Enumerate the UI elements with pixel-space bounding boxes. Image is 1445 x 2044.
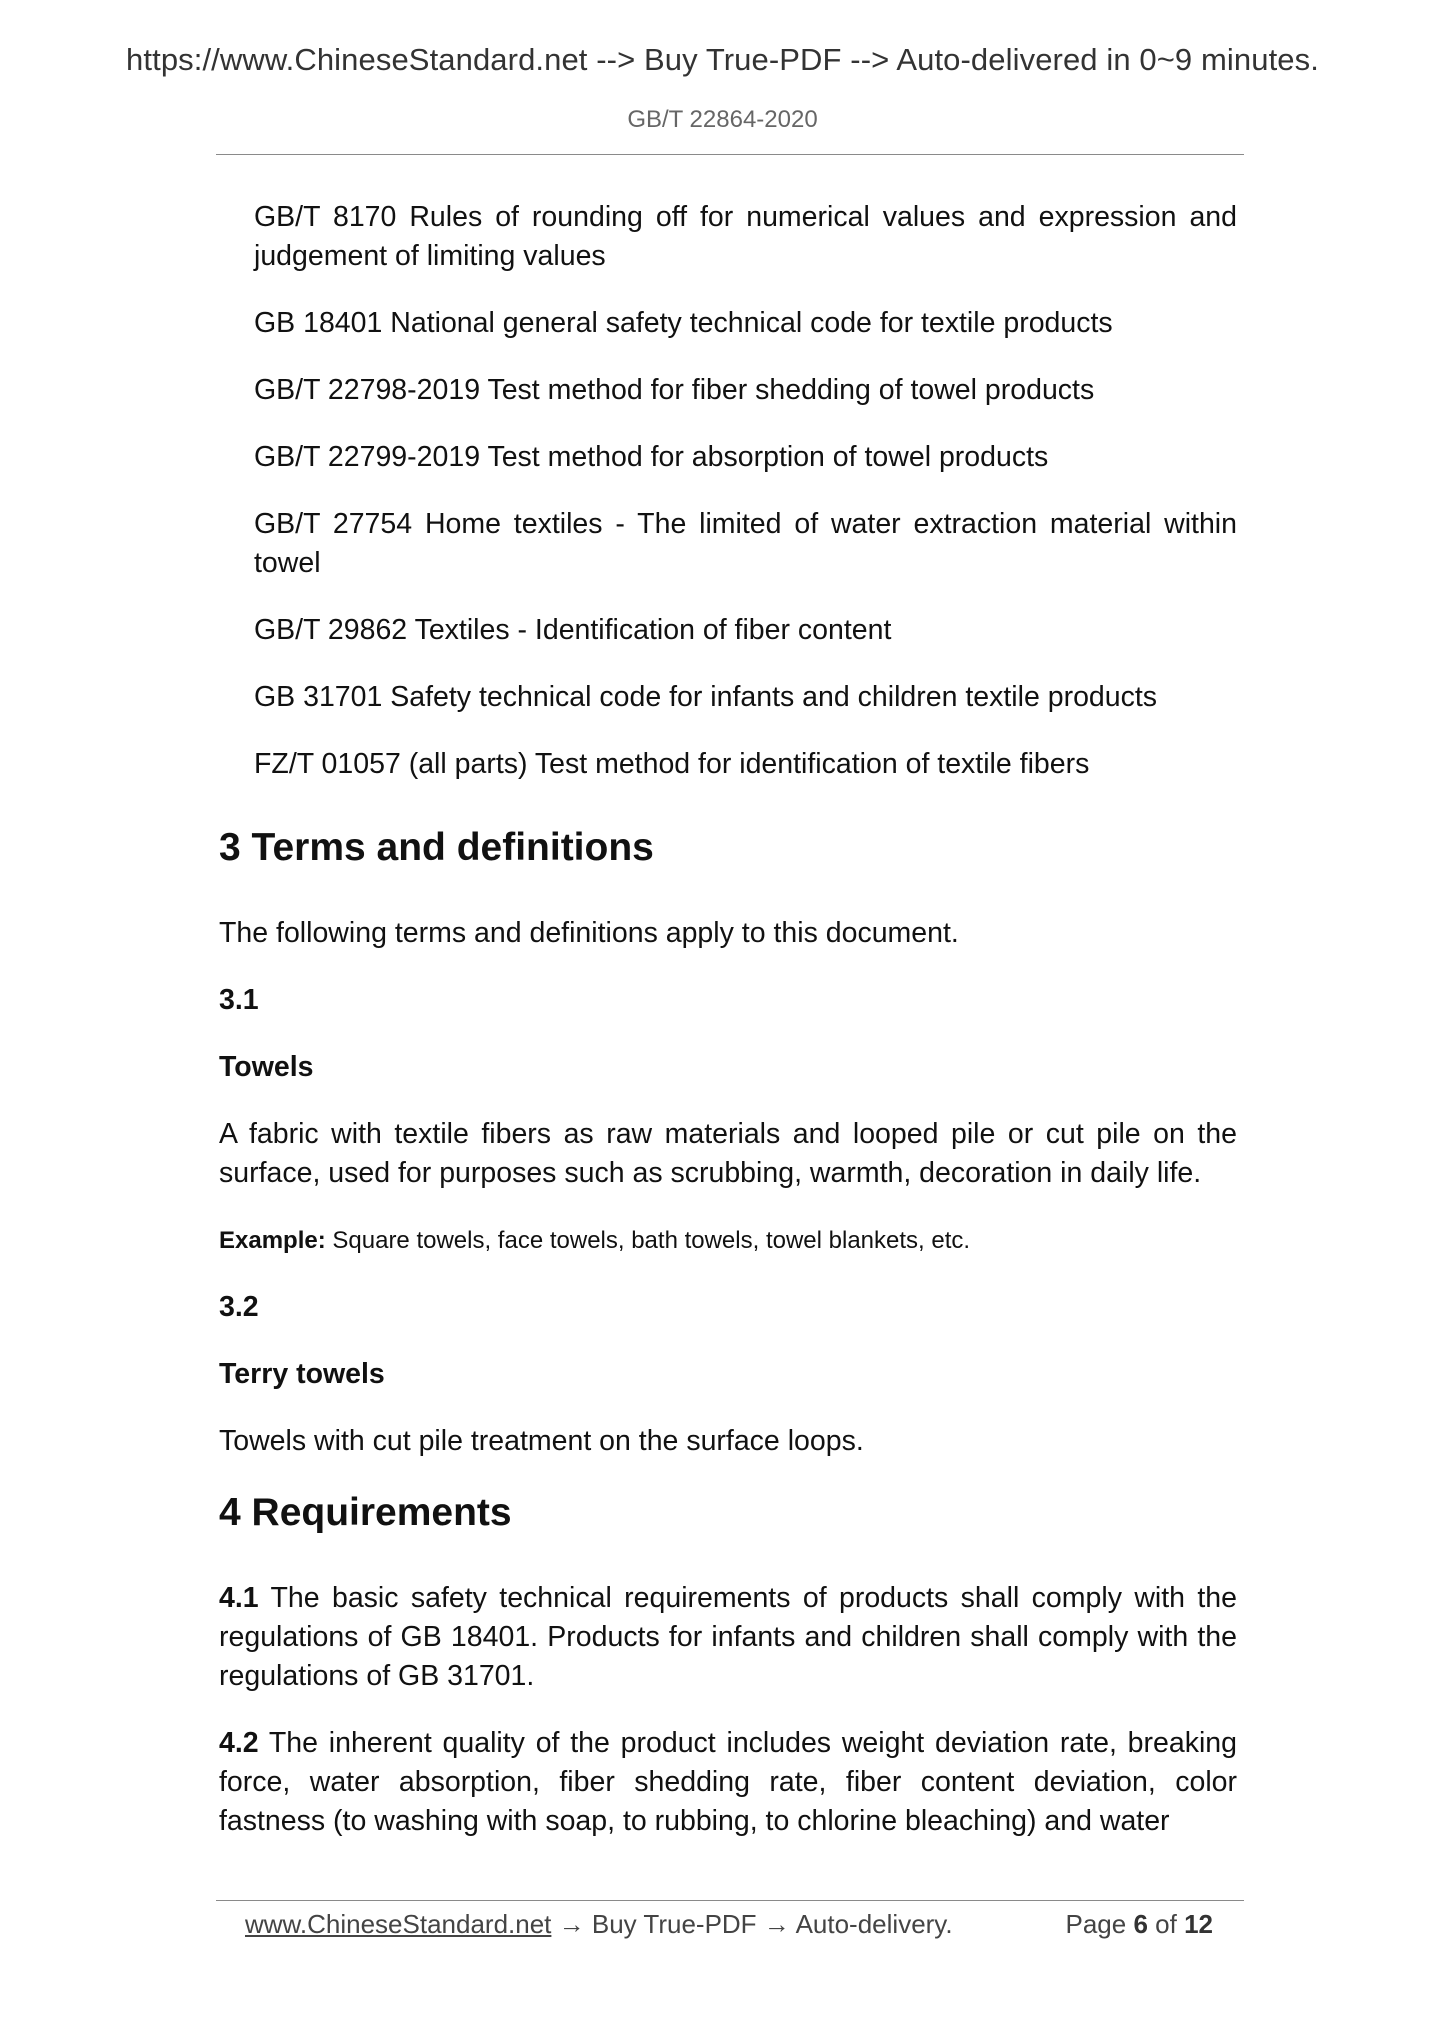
- term-3-1-title: Towels: [219, 1051, 314, 1083]
- term-3-2-definition: Towels with cut pile treatment on the surface loops.: [219, 1425, 864, 1457]
- clause-4-2-text: The inherent quality of the product includes weight deviation rate, breaking force, water absorption, fiber shedding rate, fiber content deviation, color fastness (to washing with soap, to rubbing, to chlorine bleaching) and water: [219, 1727, 1237, 1837]
- reference-item: GB 31701 Safety technical code for infants and children textile products: [254, 681, 1158, 713]
- reference-item: GB/T 27754 Home textiles - The limited of water extraction material within towel: [254, 508, 1237, 579]
- example-text: Square towels, face towels, bath towels, towel blankets, etc.: [325, 1227, 971, 1254]
- footer-link[interactable]: www.ChineseStandard.net: [245, 1909, 552, 1939]
- reference-item: GB/T 8170 Rules of rounding off for numerical values and expression and judgement of limiting values: [254, 201, 1237, 272]
- page-indicator: [1065, 1904, 1213, 1944]
- top-banner[interactable]: https://www.ChineseStandard.net --> Buy True-PDF --> Auto-delivered in 0~9 minutes.: [126, 42, 1319, 77]
- reference-item: GB 18401 National general safety technical code for textile products: [254, 307, 1113, 339]
- document-body: [219, 198, 1237, 1869]
- standard-code-header: GB/T 22864-2020: [627, 106, 818, 133]
- section-3-intro: The following terms and definitions apply to this document.: [219, 917, 959, 949]
- reference-item: GB/T 29862 Textiles - Identification of fiber content: [254, 614, 892, 646]
- reference-item: GB/T 22799-2019 Test method for absorption of towel products: [254, 441, 1049, 473]
- reference-item: GB/T 22798-2019 Test method for fiber shedding of towel products: [254, 374, 1095, 406]
- page-footer: [245, 1904, 1225, 1944]
- normative-references-list: [219, 198, 1237, 784]
- clause-4-1-number: 4.1: [219, 1582, 259, 1614]
- page-total: 12: [1184, 1909, 1213, 1939]
- section-3-heading: 3 Terms and definitions: [219, 826, 654, 869]
- term-3-2-number: 3.2: [219, 1291, 259, 1323]
- page-of: of: [1155, 1909, 1177, 1939]
- term-3-1-number: 3.1: [219, 984, 259, 1016]
- reference-item: FZ/T 01057 (all parts) Test method for identification of textile fibers: [254, 748, 1090, 780]
- term-3-1-definition: A fabric with textile fibers as raw materials and looped pile or cut pile on the surface, used for purposes such as scrubbing, warmth, decoration in daily life.: [219, 1118, 1237, 1189]
- footer-text: → Buy True-PDF → Auto-delivery.: [551, 1909, 953, 1939]
- page-label: Page: [1065, 1909, 1127, 1939]
- page-current: 6: [1133, 1909, 1148, 1939]
- clause-4-1-text: The basic safety technical requirements of products shall comply with the regulations of GB 18401. Products for infants and children shall comply with the regulations of GB 31701.: [219, 1582, 1237, 1692]
- footer-divider: [216, 1900, 1244, 1901]
- clause-4-2-number: 4.2: [219, 1727, 259, 1759]
- section-4-heading: 4 Requirements: [219, 1491, 512, 1534]
- term-3-2-title: Terry towels: [219, 1358, 385, 1390]
- term-3-1-example: [219, 1221, 1237, 1260]
- example-label: Example:: [219, 1227, 326, 1254]
- clause-4-1: [219, 1579, 1237, 1696]
- clause-4-2: [219, 1724, 1237, 1841]
- header-divider: [216, 154, 1244, 155]
